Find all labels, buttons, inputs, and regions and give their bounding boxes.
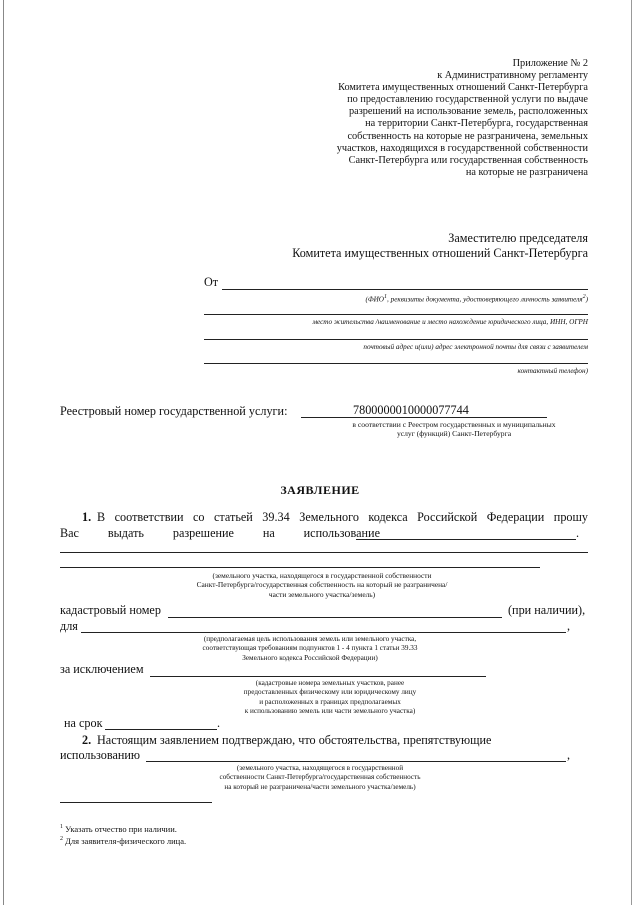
addressee-line-1: Заместителю председателя bbox=[448, 231, 588, 245]
caption-para2-line: собственности Санкт-Петербурга/государственная собственность bbox=[219, 773, 421, 782]
from-fio-field[interactable] bbox=[222, 289, 588, 290]
word: использование bbox=[303, 526, 380, 540]
para1-line-2-words bbox=[60, 526, 380, 541]
registry-note-line-1: в соответствии с Реестром государственных и муниципальных bbox=[352, 420, 556, 429]
caption-land-line: (земельного участка, находящегося в государственной собственности bbox=[212, 571, 432, 580]
word: разрешение bbox=[172, 526, 234, 540]
cadastral-number-field[interactable] bbox=[168, 617, 502, 618]
appendix-line: участков, находящихся в государственной собственности bbox=[336, 142, 588, 154]
term-field[interactable] bbox=[105, 729, 217, 730]
caption-land-line: части земельного участка/земель) bbox=[268, 589, 376, 599]
caption-para2-line: на который не разграничена/части земельного участка/земель) bbox=[224, 782, 416, 791]
cadastral-suffix: (при наличии), bbox=[508, 603, 586, 617]
appendix-line: на территории Санкт-Петербурга, государственная bbox=[365, 118, 588, 130]
caption-residence: место жительства /наименование и место нахождение юридического лица, ИНН, ОГРН bbox=[312, 318, 588, 326]
caption-except-line: и расположенных в границах предполагаемых bbox=[259, 697, 401, 706]
phone-field[interactable] bbox=[204, 363, 588, 364]
para2-use-label: использованию bbox=[60, 748, 141, 762]
appendix-line: разрешений на использование земель, расположенных bbox=[348, 106, 588, 118]
purpose-field[interactable] bbox=[81, 632, 566, 633]
term-end: . bbox=[217, 716, 221, 730]
para1-number-text: 1. bbox=[82, 510, 92, 524]
except-field[interactable] bbox=[150, 676, 486, 677]
para1-line-1: В соответствии со статьей 39.34 Земельного кодекса Российской Федерации прошу bbox=[97, 510, 588, 524]
appendix-line: Санкт-Петербурга или государственная собственность bbox=[348, 154, 588, 166]
word: на bbox=[262, 526, 275, 540]
para2-use-field[interactable] bbox=[146, 761, 566, 762]
caption-except-line: (кадастровые номера земельных участков, ранее bbox=[255, 679, 405, 687]
postal-field[interactable] bbox=[204, 339, 588, 340]
caption-para2-line: (земельного участка, находящегося в государственной bbox=[236, 764, 404, 772]
for-end: , bbox=[567, 619, 571, 633]
scan-edge-right bbox=[631, 0, 632, 905]
caption-except-line: предоставленных физическому или юридическому лицу bbox=[243, 688, 417, 697]
registry-note-line-2: услуг (функций) Санкт-Петербурга bbox=[396, 429, 512, 439]
registry-note bbox=[320, 420, 588, 439]
caption-purpose-line: (предполагаемая цель использования земель или земельного участка, bbox=[203, 635, 417, 643]
for-label: для bbox=[60, 619, 78, 633]
caption-phone: контактный телефон) bbox=[517, 367, 588, 375]
except-label: за исключением bbox=[60, 662, 144, 676]
cadastral-label: кадастровый номер bbox=[60, 603, 161, 617]
appendix-header bbox=[288, 58, 588, 179]
from-label: От bbox=[204, 275, 219, 289]
appendix-line: к Административному регламенту bbox=[437, 70, 588, 82]
registry-label: Реестровый номер государственной услуги: bbox=[60, 404, 288, 418]
document-title: ЗАЯВЛЕНИЕ bbox=[280, 483, 360, 497]
caption-except-line: к использованию земель или части земельного участка) bbox=[244, 706, 416, 715]
use-object-field[interactable] bbox=[356, 539, 576, 540]
caption-fio: (ФИО$^1$, реквизиты документа, удостоверяющего личность заявителя$^2$) bbox=[365, 294, 588, 304]
caption-purpose-line: Земельного кодекса Российской Федерации) bbox=[242, 653, 378, 662]
appendix-line: Комитета имущественных отношений Санкт-Петербурга bbox=[338, 82, 588, 94]
footnote-2: $^2$ Для заявителя-физического лица. bbox=[60, 835, 187, 846]
use-object-field-2[interactable] bbox=[60, 552, 588, 553]
caption-para2 bbox=[170, 764, 470, 792]
scan-edge-left bbox=[3, 0, 4, 905]
para1-line-2-end: . bbox=[576, 526, 580, 540]
word: Вас bbox=[60, 526, 79, 540]
use-object-field-3[interactable] bbox=[60, 567, 540, 568]
residence-field[interactable] bbox=[204, 314, 588, 315]
para2-number bbox=[82, 733, 91, 748]
caption-purpose-line: соответствующая требованиям подпунктов 1 - 4 пункта 1 статьи 39.33 bbox=[202, 644, 418, 653]
footnote-separator bbox=[60, 802, 212, 803]
caption-postal: почтовый адрес и(или) адрес электронной почты для связи с заявителем bbox=[363, 343, 588, 351]
appendix-line: по предоставлению государственной услуги по выдаче bbox=[347, 94, 588, 106]
registry-number: 7800000010000077744 bbox=[353, 403, 469, 417]
appendix-line: Приложение № 2 bbox=[512, 58, 588, 69]
para2-use-end: , bbox=[567, 748, 571, 762]
caption-land bbox=[112, 571, 532, 599]
addressee bbox=[292, 231, 588, 260]
appendix-line: собственность на которые не разграничена, земельных bbox=[347, 130, 588, 142]
word: выдать bbox=[107, 526, 144, 540]
para2-number-text: 2. bbox=[82, 733, 92, 747]
para1-number bbox=[82, 510, 91, 525]
para2-line-1: Настоящим заявлением подтверждаю, что обстоятельства, препятствующие bbox=[97, 733, 492, 747]
caption-land-line: Санкт-Петербурга/государственная собственность на который не разграничена/ bbox=[196, 580, 448, 590]
appendix-line: на которые не разграничена bbox=[465, 166, 588, 178]
term-label: на срок bbox=[64, 716, 103, 730]
caption-except bbox=[190, 679, 470, 716]
footnote-1: $^1$ Указать отчество при наличии. bbox=[60, 823, 177, 834]
caption-purpose bbox=[160, 635, 460, 663]
addressee-line-2: Комитета имущественных отношений Санкт-Петербурга bbox=[292, 245, 588, 260]
